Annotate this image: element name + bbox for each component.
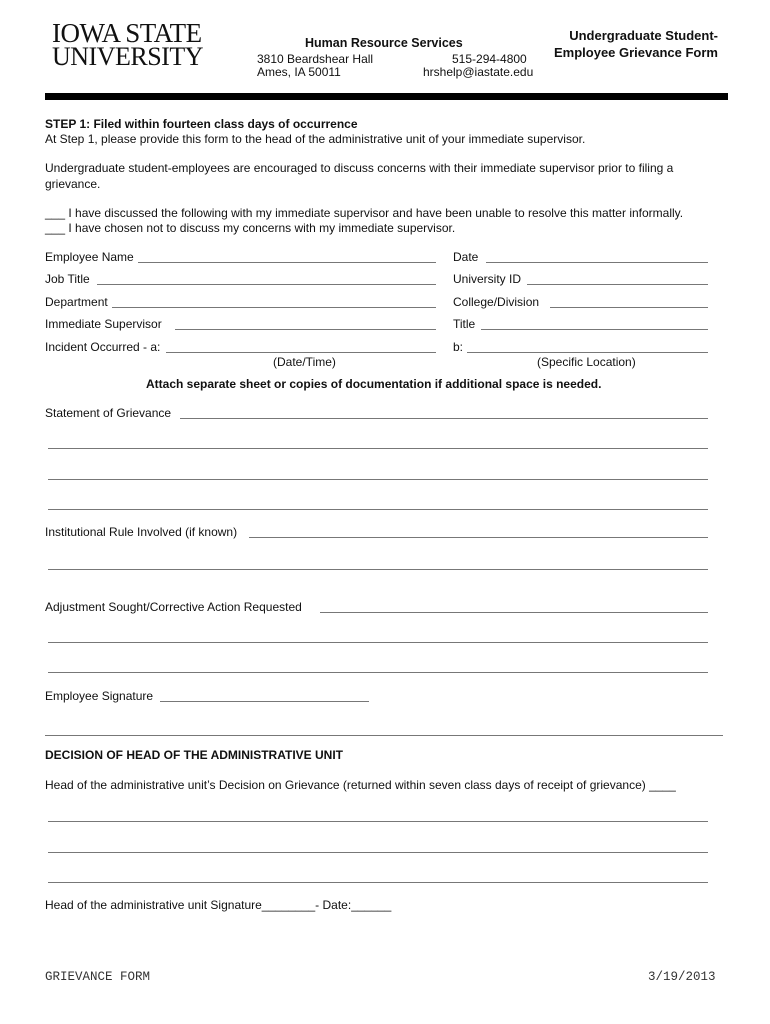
adjustment-line-2[interactable] xyxy=(48,642,708,643)
adjustment-line-3[interactable] xyxy=(48,672,708,673)
adjustment-label: Adjustment Sought/Corrective Action Requested xyxy=(45,600,302,614)
rule-line-2[interactable] xyxy=(48,569,708,570)
header-divider xyxy=(45,93,728,100)
incident-location-field[interactable] xyxy=(467,352,708,353)
step1-instruction: At Step 1, please provide this form to the head of the administrative unit of your immediate supervisor. xyxy=(45,132,586,146)
title-label: Title xyxy=(453,317,476,331)
checkbox-discussed[interactable]: ___ I have discussed the following with my immediate supervisor and have been unable to resolve this matter informally. xyxy=(45,206,684,220)
statement-line-4[interactable] xyxy=(48,509,708,510)
adjustment-line-1[interactable] xyxy=(320,612,708,613)
logo-line-2: UNIVERSITY xyxy=(52,42,203,71)
title-field[interactable] xyxy=(481,329,708,330)
footer-date: 3/19/2013 xyxy=(648,970,716,984)
job-title-label: Job Title xyxy=(45,272,90,286)
employee-name-label: Employee Name xyxy=(45,250,134,264)
decision-line-2[interactable] xyxy=(48,852,708,853)
decision-prompt: Head of the administrative unit’s Decision on Grievance (returned within seven class days of receipt of grievance) ____ xyxy=(45,778,676,792)
incident-b-label: b: xyxy=(453,340,464,354)
supervisor-label: Immediate Supervisor xyxy=(45,317,162,331)
phone-number: 515-294-4800 xyxy=(452,52,527,66)
department-name: Human Resource Services xyxy=(305,36,463,50)
encourage-text-1: Undergraduate student-employees are encouraged to discuss concerns with their immediate supervisor prior to filing a xyxy=(45,161,674,175)
college-division-field[interactable] xyxy=(550,307,708,308)
checkbox-not-discussed[interactable]: ___ I have chosen not to discuss my concerns with my immediate supervisor. xyxy=(45,221,456,235)
footer-form-name: GRIEVANCE FORM xyxy=(45,970,151,984)
statement-line-3[interactable] xyxy=(48,479,708,480)
decision-line-1[interactable] xyxy=(48,821,708,822)
logo-line-1: IOWA STATE xyxy=(52,18,202,48)
form-title: Undergraduate Student-Employee Grievance Form xyxy=(553,28,718,60)
email-address: hrshelp@iastate.edu xyxy=(423,65,534,79)
address-line-2: Ames, IA 50011 xyxy=(257,65,341,79)
job-title-field[interactable] xyxy=(97,284,436,285)
location-caption: (Specific Location) xyxy=(537,355,636,369)
attach-note: Attach separate sheet or copies of documentation if additional space is needed. xyxy=(146,377,602,391)
supervisor-field[interactable] xyxy=(175,329,436,330)
incident-a-label: Incident Occurred - a: xyxy=(45,340,161,354)
incident-date-field[interactable] xyxy=(166,352,436,353)
date-field[interactable] xyxy=(486,262,708,263)
university-logo xyxy=(52,18,203,71)
employee-signature-label: Employee Signature xyxy=(45,689,154,703)
section-divider xyxy=(45,735,723,736)
decision-line-3[interactable] xyxy=(48,882,708,883)
statement-line-2[interactable] xyxy=(48,448,708,449)
address-line-1: 3810 Beardshear Hall xyxy=(257,52,374,66)
encourage-text-2: grievance. xyxy=(45,177,101,191)
date-time-caption: (Date/Time) xyxy=(273,355,336,369)
decision-heading: DECISION OF HEAD OF THE ADMINISTRATIVE UNIT xyxy=(45,748,344,762)
department-label: Department xyxy=(45,295,108,309)
college-division-label: College/Division xyxy=(453,295,540,309)
head-signature-line[interactable]: Head of the administrative unit Signature________- Date:______ xyxy=(45,898,392,912)
rule-line-1[interactable] xyxy=(249,537,708,538)
employee-signature-field[interactable] xyxy=(160,701,369,702)
university-id-label: University ID xyxy=(453,272,522,286)
university-id-field[interactable] xyxy=(527,284,708,285)
date-label: Date xyxy=(453,250,479,264)
department-field[interactable] xyxy=(112,307,436,308)
rule-label: Institutional Rule Involved (if known) xyxy=(45,525,238,539)
employee-name-field[interactable] xyxy=(138,262,436,263)
statement-label: Statement of Grievance xyxy=(45,406,172,420)
statement-line-1[interactable] xyxy=(180,418,708,419)
step1-heading: STEP 1: Filed within fourteen class days of occurrence xyxy=(45,117,358,131)
